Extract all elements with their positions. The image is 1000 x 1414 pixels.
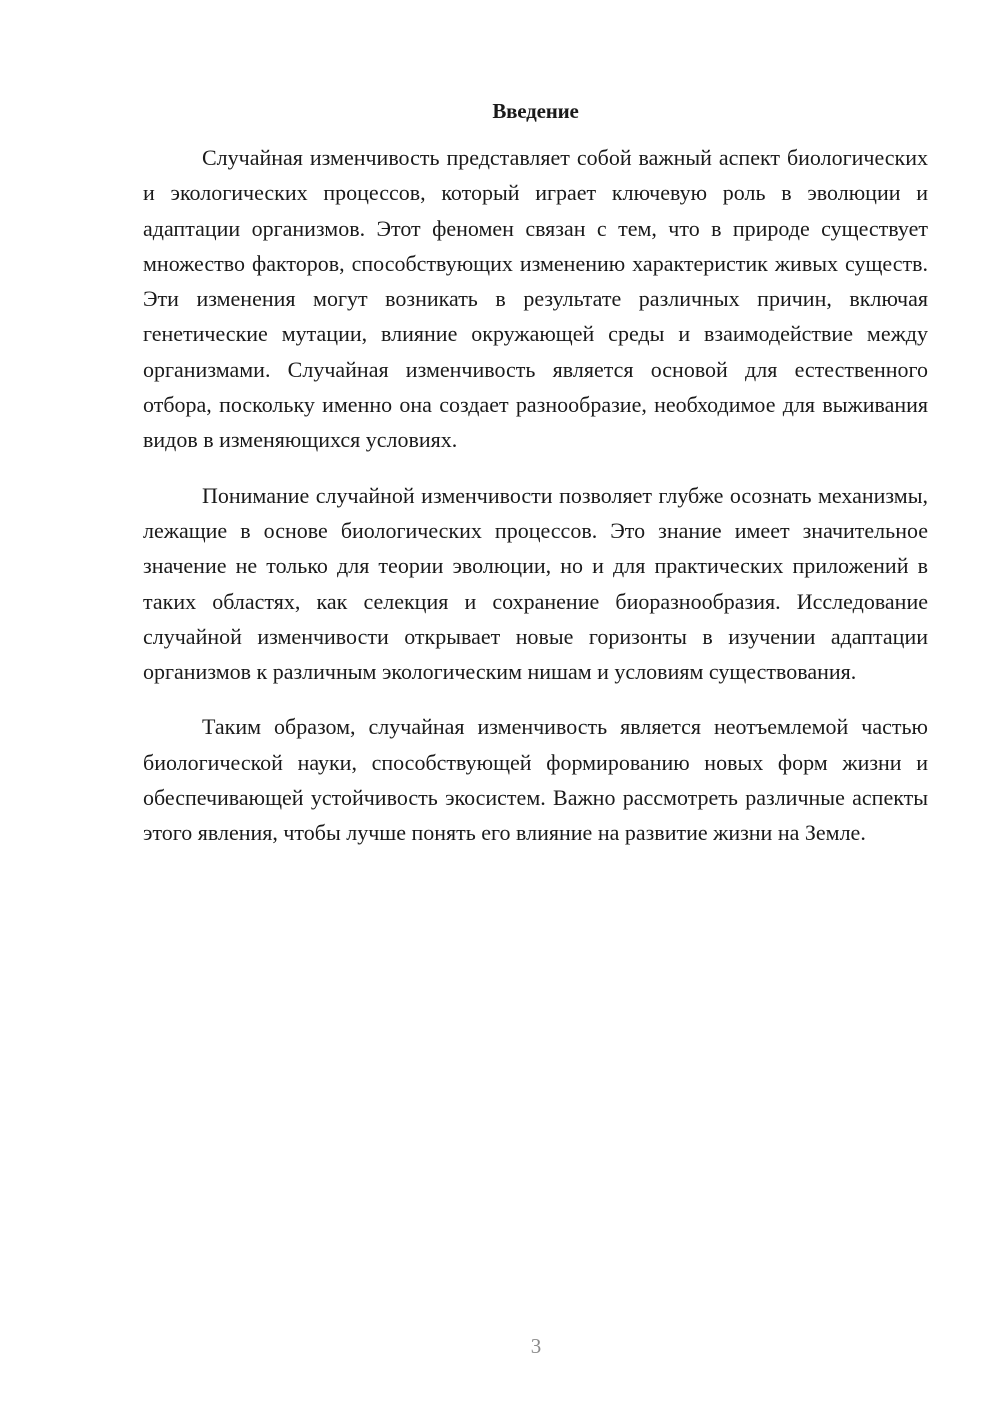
section-heading: Введение — [492, 99, 579, 123]
paragraph-2: Понимание случайной изменчивости позволяет глубже осознать механизмы, лежащие в основе биологических процессов. Это знание имеет значительное значение не только для теории эволюции, но и для практических приложений в таких областях, как селекция и сохранение биоразнообразия. Исследование случайной изменчивости открывает новые горизонты в изучении адаптации организмов к различным экологическим нишам и условиям существования. — [143, 482, 928, 685]
page-number: 3 — [530, 1334, 542, 1358]
page-content — [143, 96, 928, 871]
paragraph-3: Таким образом, случайная изменчивость является неотъемлемой частью биологической науки, способствующей формированию новых форм жизни и обеспечивающей устойчивость экосистем. Важно рассмотреть различные аспекты этого явления, чтобы лучше понять его влияние на развитие жизни на Земле. — [143, 714, 928, 846]
paragraph-1: Случайная изменчивость представляет собой важный аспект биологических и экологических процессов, который играет ключевую роль в эволюции и адаптации организмов. Этот феномен связан с тем, что в природе существует множество факторов, способствующих изменению характеристик живых существ. Эти изменения могут возникать в результате различных причин, включая генетические мутации, влияние окружающей среды и взаимодействие между организмами. Случайная изменчивость является основой для естественного отбора, поскольку именно она создает разнообразие, необходимое для выживания видов в изменяющихся условиях. — [143, 145, 928, 453]
